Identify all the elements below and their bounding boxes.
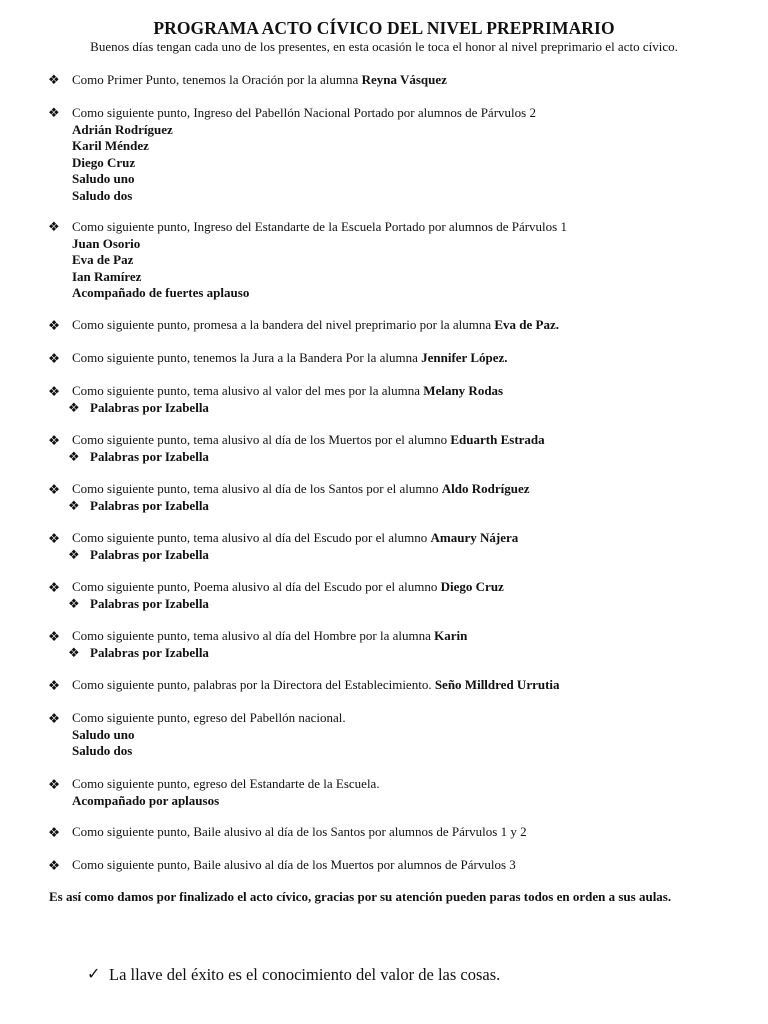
- program-item-detail: Adrián Rodríguez: [72, 121, 173, 137]
- program-subitem: Palabras por Izabella: [90, 596, 209, 611]
- program-item: [72, 579, 504, 596]
- program-item-name: Eva de Paz.: [494, 317, 560, 332]
- diamond-bullet-icon: ❖: [68, 548, 80, 563]
- diamond-bullet-icon: ❖: [68, 499, 80, 514]
- program-item-name: Diego Cruz: [440, 579, 504, 594]
- program-item-text: Como siguiente punto, Poema alusivo al día del Escudo por el alumno: [72, 579, 441, 594]
- diamond-bullet-icon: ❖: [48, 220, 60, 235]
- diamond-bullet-icon: ❖: [48, 351, 61, 367]
- program-subitem: Palabras por Izabella: [90, 645, 209, 660]
- program-item-text: Como siguiente punto, tema alusivo al valor del mes por la alumna: [72, 383, 424, 398]
- program-item: [72, 317, 559, 334]
- program-item: [72, 530, 518, 547]
- diamond-bullet-icon: ❖: [68, 646, 80, 661]
- program-item-name: Eduarth Estrada: [450, 432, 545, 447]
- program-item: [72, 72, 447, 89]
- program-item-detail: Juan Osorio: [72, 235, 141, 251]
- program-item-detail: Eva de Paz: [72, 252, 134, 267]
- program-item-text: Como siguiente punto, egreso del Pabellón nacional.: [72, 710, 346, 725]
- diamond-bullet-icon: ❖: [48, 580, 61, 596]
- program-item-text: Como siguiente punto, tema alusivo al día del Hombre por la alumna: [72, 628, 435, 643]
- program-subitem: Palabras por Izabella: [90, 547, 209, 562]
- program-item: [72, 383, 503, 400]
- closing-paragraph: Es así como damos por finalizado el acto cívico, gracias por su atención pueden paras todos en orden a sus aulas.: [49, 889, 672, 904]
- diamond-bullet-icon: ❖: [68, 597, 80, 612]
- program-item: [72, 857, 516, 874]
- program-item: [72, 432, 545, 449]
- program-item-name: Melany Rodas: [423, 383, 504, 398]
- program-subitem: Palabras por Izabella: [90, 400, 209, 415]
- program-item-text: Como siguiente punto, tema alusivo al día de los Santos por el alumno: [72, 481, 442, 496]
- program-item-text: Como siguiente punto, Ingreso del Pabellón Nacional Portado por alumnos de Párvulos 2: [72, 105, 536, 120]
- program-item: [72, 628, 467, 645]
- program-subitem: Palabras por Izabella: [90, 449, 209, 464]
- diamond-bullet-icon: ❖: [68, 450, 80, 465]
- diamond-bullet-icon: ❖: [48, 73, 60, 88]
- program-item-name: Karin: [434, 628, 468, 643]
- program-item: [72, 219, 567, 302]
- program-item-detail: Acompañado por aplausos: [72, 792, 220, 808]
- diamond-bullet-icon: ❖: [48, 433, 61, 449]
- program-item-name: Reyna Vásquez: [361, 72, 447, 87]
- program-item-detail: Acompañado de fuertes aplauso: [72, 285, 250, 300]
- program-item-text: Como Primer Punto, tenemos la Oración por la alumna: [72, 72, 362, 87]
- program-item: [72, 677, 560, 694]
- program-item-name: Seño Milldred Urrutia: [434, 677, 560, 692]
- program-item-text: Como siguiente punto, tema alusivo al día del Escudo por el alumno: [72, 530, 431, 545]
- program-item-detail: Karil Méndez: [72, 138, 149, 153]
- diamond-bullet-icon: ❖: [48, 531, 61, 547]
- program-item-detail: Saludo uno: [72, 171, 135, 186]
- diamond-bullet-icon: ❖: [48, 711, 61, 727]
- program-item-detail: Ian Ramírez: [72, 268, 142, 284]
- checkmark-icon: ✓: [87, 964, 101, 983]
- diamond-bullet-icon: ❖: [48, 482, 61, 498]
- program-item-text: Como siguiente punto, tenemos la Jura a la Bandera Por la alumna: [72, 350, 422, 365]
- diamond-bullet-icon: ❖: [48, 858, 61, 874]
- diamond-bullet-icon: ❖: [48, 678, 61, 694]
- program-subitem: Palabras por Izabella: [90, 498, 209, 513]
- program-item-name: Jennifer López.: [421, 350, 508, 365]
- diamond-bullet-icon: ❖: [48, 629, 61, 645]
- program-item-detail: Diego Cruz: [72, 154, 136, 170]
- program-item-text: Como siguiente punto, egreso del Estandarte de la Escuela.: [72, 776, 380, 791]
- program-item-detail: Saludo dos: [72, 187, 133, 203]
- program-item-text: Como siguiente punto, palabras por la Directora del Establecimiento.: [72, 677, 435, 692]
- diamond-bullet-icon: ❖: [48, 318, 61, 334]
- diamond-bullet-icon: ❖: [48, 777, 61, 793]
- diamond-bullet-icon: ❖: [48, 384, 61, 400]
- program-item: [72, 350, 508, 367]
- program-item-name: Aldo Rodríguez: [441, 481, 530, 496]
- closing-quote: La llave del éxito es el conocimiento del valor de las cosas.: [109, 965, 501, 984]
- program-item-detail: Saludo uno: [72, 726, 135, 742]
- program-item-text: Como siguiente punto, tema alusivo al día de los Muertos por el alumno: [72, 432, 451, 447]
- program-item: [72, 481, 529, 498]
- program-item-name: Amaury Nájera: [430, 530, 519, 545]
- page-title: PROGRAMA ACTO CÍVICO DEL NIVEL PREPRIMARIO: [153, 18, 615, 38]
- program-item: [72, 776, 380, 809]
- intro-paragraph: Buenos días tengan cada uno de los presentes, en esta ocasión le toca el honor al nivel preprimario el acto cívico.: [90, 39, 678, 54]
- program-item: [72, 105, 536, 204]
- diamond-bullet-icon: ❖: [48, 825, 61, 841]
- program-item-text: Como siguiente punto, Ingreso del Estandarte de la Escuela Portado por alumnos de Párvulos 1: [72, 219, 567, 234]
- program-item-text: Como siguiente punto, Baile alusivo al día de los Santos por alumnos de Párvulos 1 y 2: [72, 824, 527, 839]
- program-item-text: Como siguiente punto, Baile alusivo al día de los Muertos por alumnos de Párvulos 3: [72, 857, 516, 872]
- program-item-text: Como siguiente punto, promesa a la bandera del nivel preprimario por la alumna: [72, 317, 495, 332]
- program-item: [72, 710, 346, 760]
- program-item-detail: Saludo dos: [72, 743, 133, 758]
- diamond-bullet-icon: ❖: [68, 401, 80, 416]
- diamond-bullet-icon: ❖: [48, 106, 60, 121]
- program-item: [72, 824, 527, 841]
